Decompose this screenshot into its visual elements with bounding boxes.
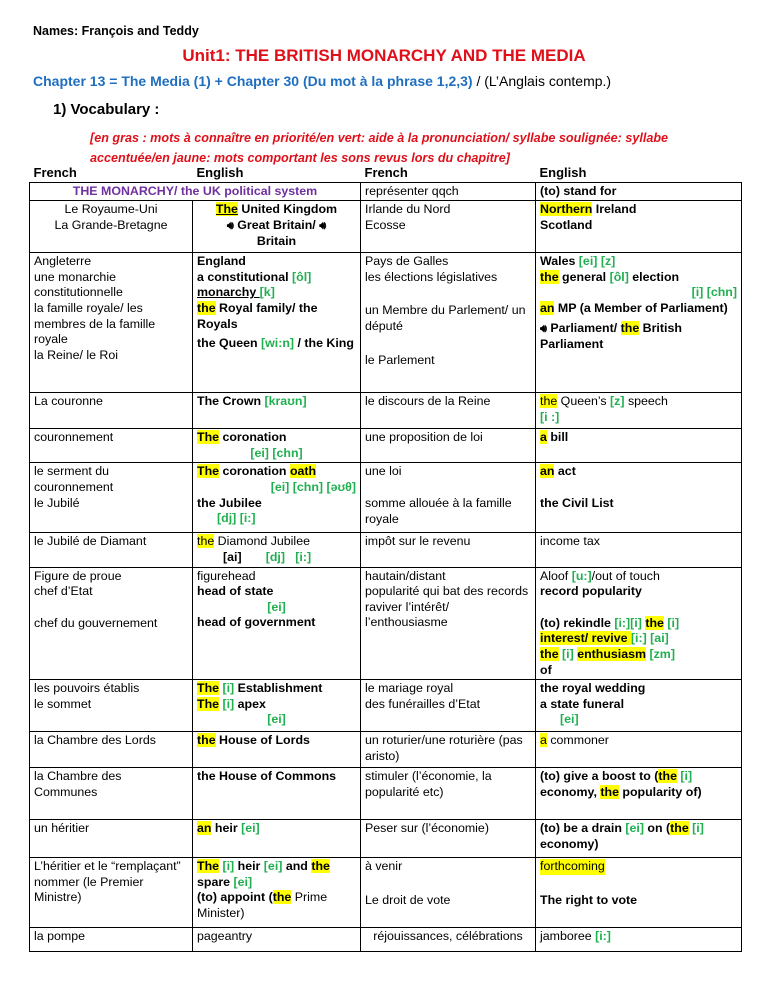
term-en: a — [540, 733, 547, 748]
cell-fr: stimuler (l’économie, la popularité etc) — [361, 768, 536, 820]
cell-en — [193, 680, 361, 732]
phonetic-hint: [ei] — [263, 859, 283, 874]
cell-en — [536, 732, 742, 768]
term-fr: Le droit de vote — [365, 892, 451, 907]
term-fr: des funérailles d’Etat — [365, 696, 481, 711]
cell-fr — [361, 253, 536, 393]
term-en: Wales — [540, 254, 579, 269]
header-english: English — [196, 165, 244, 180]
cell-en: income tax — [536, 533, 742, 567]
term-en: popularity of) — [618, 784, 702, 799]
cell-en — [536, 858, 742, 928]
page-title: Unit1: THE BRITISH MONARCHY AND THE MEDIA — [182, 46, 586, 65]
phonetic-hint: [i] — [663, 615, 680, 630]
cell-en — [536, 201, 742, 253]
header-french: French — [33, 165, 77, 180]
term-fr: les pouvoirs établis — [34, 681, 140, 696]
term-fr: une monarchie constitutionnelle — [34, 269, 123, 300]
cell-fr — [361, 680, 536, 732]
table-row — [30, 182, 742, 201]
term-en: an — [197, 821, 212, 836]
table-row — [30, 253, 742, 393]
term-fr: Pays de Galles — [365, 254, 449, 269]
term-fr: La Grande-Bretagne — [54, 217, 168, 232]
term-fr: une loi — [365, 464, 402, 479]
term-en: Great Britain/ — [233, 217, 320, 232]
term-en: enthusiasm — [577, 646, 647, 661]
term-en: The — [215, 202, 238, 217]
term-en: Queen’s — [557, 394, 611, 409]
term-en: election — [628, 269, 680, 284]
term-en: spare — [197, 874, 234, 889]
cell-en — [193, 253, 361, 393]
cell-fr — [361, 463, 536, 533]
term-en: /out of touch — [591, 568, 660, 583]
term-en: the Queen — [197, 336, 262, 351]
phonetic-hint: [wi:n] — [261, 336, 295, 351]
phonetic-hint: [i:][i] — [614, 615, 642, 630]
term-fr: Figure de proue — [34, 568, 122, 583]
term-en: Britain — [256, 234, 297, 249]
phonetic-hint: [zm] — [646, 646, 675, 661]
phonetic-hint: [ôl] — [609, 269, 629, 284]
term-en: an — [540, 300, 555, 315]
chapter-line — [33, 73, 611, 89]
phonetic-hint: [i] — [219, 681, 238, 696]
term-fr: les élections législatives — [365, 269, 498, 284]
term-en: / the King — [294, 336, 354, 351]
cell-fr — [30, 463, 193, 533]
term-fr: le Parlement — [365, 352, 435, 367]
term-en: England — [197, 254, 246, 269]
header-french-2: French — [364, 165, 408, 180]
term-en: a — [540, 430, 547, 445]
term-en: the — [658, 769, 677, 784]
vocabulary-table — [29, 164, 742, 952]
phonetic-hint: [dj] [i:] — [241, 549, 312, 564]
term-en: The — [197, 681, 220, 696]
cell-fr — [361, 201, 536, 253]
phonetic-hint: [i:] — [595, 929, 611, 944]
section-heading: 1) Vocabulary : — [53, 101, 160, 118]
cell-fr: réjouissances, célébrations — [361, 928, 536, 952]
term-en: the — [540, 646, 559, 661]
cell-en — [536, 253, 742, 393]
term-fr: L’héritier et le “remplaçant” — [34, 859, 181, 874]
term-fr: la Reine/ le Roi — [34, 347, 119, 362]
table-row — [30, 768, 742, 820]
term-fr: nommer (le Premier Ministre) — [34, 874, 144, 905]
cell-en — [193, 732, 361, 768]
phonetic-hint: [i] — [219, 859, 238, 874]
cell-en — [193, 393, 361, 429]
term-en: forthcoming — [540, 859, 605, 874]
phonetic-hint: [z] — [610, 394, 625, 409]
term-en: coronation — [219, 430, 287, 445]
phonetic-hint: [u:] — [571, 568, 592, 583]
phonetic-hint: [i] — [692, 821, 704, 836]
cell-fr: un roturier/une roturière (pas aristo) — [361, 732, 536, 768]
term-en: the — [540, 394, 558, 409]
term-fr: chef du gouvernement — [34, 615, 158, 630]
cell-fr — [30, 253, 193, 393]
term-en: MP (a Member of Parliament) — [554, 300, 728, 315]
term-fr: le mariage royal — [365, 681, 454, 696]
term-en: Establishment — [237, 681, 323, 696]
term-en: apex — [237, 696, 266, 711]
term-fr: le serment du couronnement — [34, 464, 114, 494]
phonetic-hint: [ei] [z] — [578, 254, 616, 269]
term-en: on ( — [643, 821, 671, 836]
term-en: House of Lords — [215, 733, 310, 748]
legend-note: [en gras : mots à connaître en priorité/en vert: aide à la pronunciation/ syllabe soulignée: syllabe accentuée/en jaune: mots comportant les sons revus lors du chapitre] — [90, 131, 669, 165]
term-en: jamboree — [540, 929, 596, 944]
term-en: Diamond Jubilee — [214, 534, 310, 549]
term-en: The right to vote — [540, 892, 638, 907]
table-row — [30, 429, 742, 463]
phonetic-hint: [ei] — [267, 599, 286, 614]
term-en: Ireland — [592, 202, 637, 217]
cell-en — [193, 429, 361, 463]
cell-fr — [361, 858, 536, 928]
cell-en: the House of Commons — [193, 768, 361, 820]
term-en: bill — [546, 430, 569, 445]
term-en: (to) rekindle — [540, 615, 615, 630]
term-en: the — [197, 733, 216, 748]
cell-fr — [30, 201, 193, 253]
table-row — [30, 820, 742, 858]
term-fr: Ecosse — [365, 217, 406, 232]
term-en: Scotland — [540, 217, 593, 232]
cell-fr: impôt sur le revenu — [361, 533, 536, 567]
audio-speaker-icon[interactable]: 🔊︎ — [540, 322, 547, 335]
chapter-reference: Chapter 13 = The Media (1) + Chapter 30 (Du mot à la phrase 1,2,3) — [33, 73, 473, 89]
term-en: and — [282, 859, 312, 874]
term-en: Prime Minister) — [197, 890, 328, 920]
term-en: the — [645, 615, 664, 630]
cell-en — [536, 928, 742, 952]
audio-speaker-icon[interactable]: 🔊︎ — [319, 219, 327, 232]
term-en: commoner — [546, 733, 609, 748]
term-en: the Jubilee — [197, 495, 262, 510]
table-row — [30, 393, 742, 429]
term-en: a constitutional — [197, 269, 292, 284]
term-en: (to) give a boost to ( — [540, 769, 659, 784]
cell-fr — [361, 567, 536, 680]
term-en: the — [600, 784, 619, 799]
cell-en — [193, 201, 361, 253]
header-english-2: English — [539, 165, 587, 180]
cell-en — [193, 463, 361, 533]
term-en: speech — [624, 394, 668, 409]
term-en: monarchy — [197, 285, 260, 300]
phonetic-hint: [kraʊn] — [264, 394, 307, 409]
phonetic-hint: [ei] — [233, 874, 253, 889]
table-row — [30, 463, 742, 533]
term-en: economy, — [540, 784, 601, 799]
term-en: Crown — [219, 394, 265, 409]
cell-fr: une proposition de loi — [361, 429, 536, 463]
phonetic-hint: [ei] — [560, 712, 579, 727]
cell-fr: La couronne — [30, 393, 193, 429]
cell-fr: un héritier — [30, 820, 193, 858]
term-en: The — [197, 696, 220, 711]
phonetic-hint: [i] — [219, 696, 238, 711]
cell-en — [193, 820, 361, 858]
cell-fr — [30, 858, 193, 928]
term-fr: Le Royaume-Uni — [64, 202, 158, 217]
table-row — [30, 201, 742, 253]
phonetic-hint: [ei] [chn] — [250, 445, 303, 460]
term-en: The — [197, 464, 220, 479]
term-en: British Parliament — [540, 320, 682, 352]
phonetic-hint: [ôl] — [292, 269, 312, 284]
cell-en — [536, 567, 742, 680]
phonetic-hint: [ai] — [223, 549, 242, 564]
term-fr: la famille royale/ les membres de la famille royale — [34, 300, 156, 347]
term-fr: Irlande du Nord — [365, 202, 451, 217]
cell-en — [536, 820, 742, 858]
term-en: head of government — [197, 615, 316, 630]
cell-en — [536, 393, 742, 429]
term-en: heir — [211, 821, 242, 836]
cell-fr: représenter qqch — [361, 182, 536, 201]
phonetic-hint: [ei] — [625, 821, 644, 836]
term-en: The — [197, 859, 220, 874]
term-fr: le sommet — [34, 696, 92, 711]
category-heading: THE MONARCHY/ the UK political system — [30, 182, 361, 201]
cell-fr — [30, 680, 193, 732]
term-en: the Civil List — [540, 495, 614, 510]
cell-en: (to) stand for — [536, 182, 742, 201]
term-en: the — [272, 890, 292, 905]
term-en: Royal family/ the Royals — [197, 300, 318, 331]
table-row — [30, 680, 742, 732]
term-fr: popularité qui bat des records — [365, 584, 529, 599]
phonetic-hint: [i:] [ai] — [630, 631, 669, 646]
chapter-book: / (L’Anglais contemp.) — [472, 73, 612, 89]
term-en: the — [620, 320, 640, 335]
term-en: The — [197, 394, 220, 409]
term-en: (to) appoint ( — [197, 890, 273, 905]
term-fr: raviver l’intérêt/ l’enthousiasme — [365, 599, 450, 630]
phonetic-hint: [ei] — [241, 821, 260, 836]
phonetic-hint: [dj] [i:] — [217, 511, 256, 526]
cell-en — [193, 567, 361, 680]
term-en: (to) be a drain — [540, 821, 626, 836]
cell-fr: la Chambre des Communes — [30, 768, 193, 820]
term-en: coronation — [219, 464, 290, 479]
cell-en: pageantry — [193, 928, 361, 952]
cell-en — [193, 533, 361, 567]
term-en: interest/ revive — [540, 631, 631, 646]
term-en: the — [197, 300, 216, 315]
term-en: oath — [289, 464, 317, 479]
phonetic-hint: [i] — [676, 769, 693, 784]
table-row — [30, 567, 742, 680]
term-en: an — [540, 464, 555, 479]
term-fr: somme allouée à la famille royale — [365, 495, 512, 526]
term-en: United Kingdom — [237, 202, 338, 217]
cell-fr: Peser sur (l’économie) — [361, 820, 536, 858]
phonetic-hint: [ei] — [267, 712, 286, 727]
cell-fr: couronnement — [30, 429, 193, 463]
phonetic-hint: [k] — [259, 285, 275, 300]
term-en: general — [558, 269, 610, 284]
table-row — [30, 858, 742, 928]
term-en: act — [554, 464, 576, 479]
term-en: Aloof — [540, 568, 572, 583]
term-fr: Angleterre — [34, 254, 92, 269]
term-en: the — [197, 534, 215, 549]
term-en: head of state — [197, 584, 274, 599]
phonetic-hint: [i] [chn] — [691, 285, 737, 300]
term-en: The — [197, 430, 220, 445]
term-fr: le Jubilé — [34, 495, 80, 510]
student-names: Names: François and Teddy — [33, 24, 199, 38]
term-en: economy) — [540, 836, 599, 851]
term-en: the — [540, 269, 559, 284]
term-fr: un Membre du Parlement/ un député — [365, 303, 526, 333]
phonetic-hint: [i] — [558, 646, 578, 661]
term-fr: à venir — [365, 859, 403, 874]
cell-fr: la pompe — [30, 928, 193, 952]
term-en: record popularity — [540, 584, 642, 599]
phonetic-hint: [i :] — [540, 409, 560, 424]
term-en: a state funeral — [540, 696, 625, 711]
cell-en — [536, 680, 742, 732]
table-header-row — [30, 164, 742, 182]
cell-fr — [30, 567, 193, 680]
term-en: of — [540, 662, 552, 677]
term-en: figurehead — [197, 568, 256, 583]
table-row — [30, 732, 742, 768]
phonetic-hint: [ei] [chn] [əʊθ] — [270, 479, 356, 494]
term-en: the royal wedding — [540, 681, 646, 696]
cell-en — [536, 429, 742, 463]
term-en: Parliament/ — [546, 320, 621, 335]
cell-fr: le Jubilé de Diamant — [30, 533, 193, 567]
cell-en — [536, 463, 742, 533]
table-row — [30, 928, 742, 952]
cell-en — [536, 768, 742, 820]
term-en: the — [311, 859, 330, 874]
cell-en — [193, 858, 361, 928]
cell-fr: la Chambre des Lords — [30, 732, 193, 768]
term-en: Northern — [540, 202, 593, 217]
term-en: the — [670, 821, 689, 836]
term-fr: hautain/distant — [365, 568, 446, 583]
audio-speaker-icon[interactable]: 🔊︎ — [226, 219, 234, 232]
term-fr: chef d’Etat — [34, 584, 93, 599]
term-en: heir — [237, 859, 264, 874]
cell-fr: le discours de la Reine — [361, 393, 536, 429]
table-row — [30, 533, 742, 567]
